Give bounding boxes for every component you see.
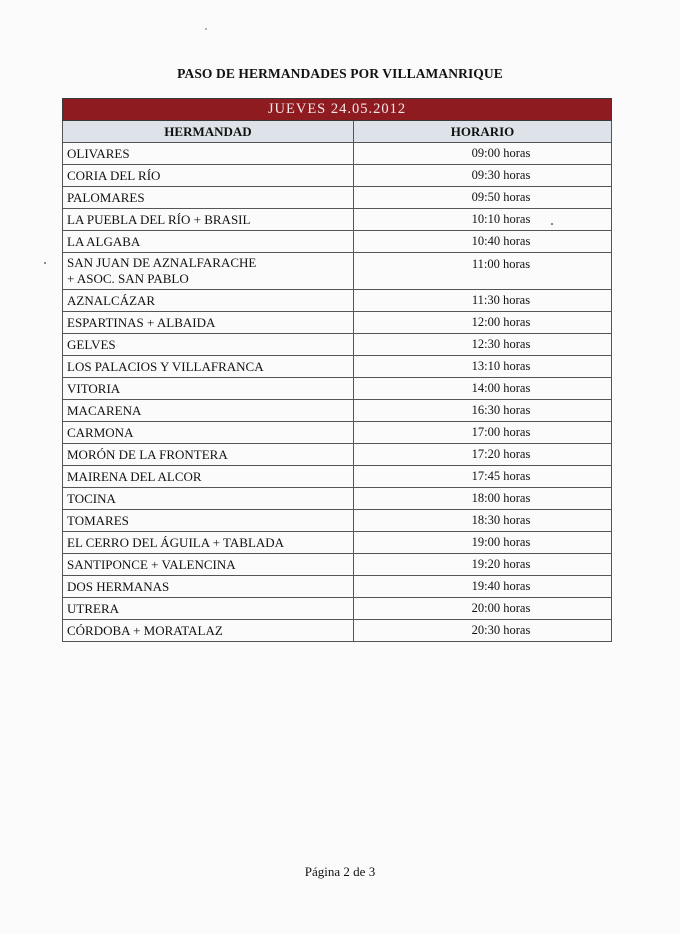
hermandad-name-line: SAN JUAN DE AZNALFARACHE: [67, 255, 257, 270]
table-row: [63, 187, 612, 209]
hermandad-cell: [63, 466, 354, 488]
hermandad-cell: [63, 554, 354, 576]
horario-cell: 14:00 horas: [354, 378, 612, 400]
hermandad-name-line: SANTIPONCE + VALENCINA: [67, 556, 236, 572]
table-row: [63, 334, 612, 356]
hermandad-cell: [63, 576, 354, 598]
hermandad-name-line: LA PUEBLA DEL RÍO + BRASIL: [67, 211, 251, 227]
hermandad-name-line: VITORIA: [67, 380, 121, 396]
hermandad-cell: [63, 598, 354, 620]
horario-cell: 20:00 horas: [354, 598, 612, 620]
table-row: [63, 576, 612, 598]
hermandad-cell: [63, 422, 354, 444]
hermandad-name-line: TOCINA: [67, 490, 116, 506]
horario-cell: 18:30 horas: [354, 510, 612, 532]
table-row: [63, 466, 612, 488]
horario-cell: 09:50 horas: [354, 187, 612, 209]
column-header-horario: HORARIO: [354, 121, 612, 143]
hermandad-name-line: CARMONA: [67, 424, 134, 440]
horario-cell: 09:30 horas: [354, 165, 612, 187]
hermandad-cell: [63, 143, 354, 165]
hermandad-cell: [63, 532, 354, 554]
hermandad-cell: [63, 165, 354, 187]
table-row: [63, 422, 612, 444]
table-row: [63, 231, 612, 253]
schedule-body: [63, 143, 612, 642]
horario-cell: 18:00 horas: [354, 488, 612, 510]
horario-cell: 10:40 horas: [354, 231, 612, 253]
horario-cell: 10:10 horas: [354, 209, 612, 231]
horario-cell: 11:00 horas: [354, 253, 612, 290]
hermandad-name-line: TOMARES: [67, 512, 129, 528]
horario-cell: 16:30 horas: [354, 400, 612, 422]
hermandad-cell: [63, 356, 354, 378]
hermandad-name-line: EL CERRO DEL ÁGUILA + TABLADA: [67, 534, 285, 550]
horario-cell: 11:30 horas: [354, 290, 612, 312]
table-row: [63, 378, 612, 400]
horario-cell: 20:30 horas: [354, 620, 612, 642]
column-header-row: [63, 121, 612, 143]
hermandad-name-line: DOS HERMANAS: [67, 578, 170, 594]
hermandad-cell: [63, 400, 354, 422]
horario-cell: 12:00 horas: [354, 312, 612, 334]
table-row: [63, 532, 612, 554]
page-number: Página 2 de 3: [304, 864, 376, 879]
hermandad-name-line: + ASOC. SAN PABLO: [67, 271, 189, 286]
hermandad-name-line: OLIVARES: [67, 145, 130, 161]
horario-cell: 17:45 horas: [354, 466, 612, 488]
hermandad-name-line: MORÓN DE LA FRONTERA: [67, 446, 228, 462]
hermandad-cell: [63, 620, 354, 642]
hermandad-cell: [63, 312, 354, 334]
horario-cell: 13:10 horas: [354, 356, 612, 378]
table-row: [63, 290, 612, 312]
hermandad-cell: [63, 378, 354, 400]
scan-speck: [551, 223, 553, 225]
hermandad-cell: [63, 253, 354, 290]
table-row: [63, 312, 612, 334]
table-row: [63, 488, 612, 510]
schedule-table: [62, 98, 612, 642]
hermandad-cell: [63, 290, 354, 312]
hermandad-name-line: AZNALCÁZAR: [67, 292, 156, 308]
hermandad-cell: [63, 187, 354, 209]
day-header-row: [63, 99, 612, 121]
table-row: [63, 253, 612, 290]
hermandad-cell: [63, 231, 354, 253]
hermandad-name-line: LOS PALACIOS Y VILLAFRANCA: [67, 358, 264, 374]
table-row: [63, 510, 612, 532]
page-title: PASO DE HERMANDADES POR VILLAMANRIQUE: [177, 66, 503, 81]
table-row: [63, 444, 612, 466]
scan-speck: [205, 28, 207, 30]
hermandad-name-line: MAIRENA DEL ALCOR: [67, 468, 202, 484]
hermandad-cell: [63, 510, 354, 532]
horario-cell: 17:00 horas: [354, 422, 612, 444]
hermandad-name-line: CORIA DEL RÍO: [67, 167, 161, 183]
table-row: [63, 598, 612, 620]
hermandad-name-line: UTRERA: [67, 600, 119, 616]
table-row: [63, 620, 612, 642]
hermandad-cell: [63, 444, 354, 466]
table-row: [63, 400, 612, 422]
table-row: [63, 143, 612, 165]
hermandad-cell: [63, 334, 354, 356]
horario-cell: 17:20 horas: [354, 444, 612, 466]
scan-speck: [44, 262, 46, 264]
hermandad-name-line: PALOMARES: [67, 189, 145, 205]
table-row: [63, 356, 612, 378]
hermandad-name-line: CÓRDOBA + MORATALAZ: [67, 622, 223, 638]
hermandad-name-line: GELVES: [67, 336, 116, 352]
table-row: [63, 209, 612, 231]
table-row: [63, 165, 612, 187]
horario-cell: 09:00 horas: [354, 143, 612, 165]
table-row: [63, 554, 612, 576]
day-header: JUEVES 24.05.2012: [63, 99, 612, 121]
hermandad-cell: [63, 488, 354, 510]
hermandad-name-line: LA ALGABA: [67, 233, 141, 249]
hermandad-name-line: ESPARTINAS + ALBAIDA: [67, 314, 216, 330]
horario-cell: 19:40 horas: [354, 576, 612, 598]
hermandad-name-line: MACARENA: [67, 402, 142, 418]
horario-cell: 19:20 horas: [354, 554, 612, 576]
horario-cell: 12:30 horas: [354, 334, 612, 356]
column-header-hermandad: HERMANDAD: [63, 121, 354, 143]
hermandad-cell: [63, 209, 354, 231]
horario-cell: 19:00 horas: [354, 532, 612, 554]
